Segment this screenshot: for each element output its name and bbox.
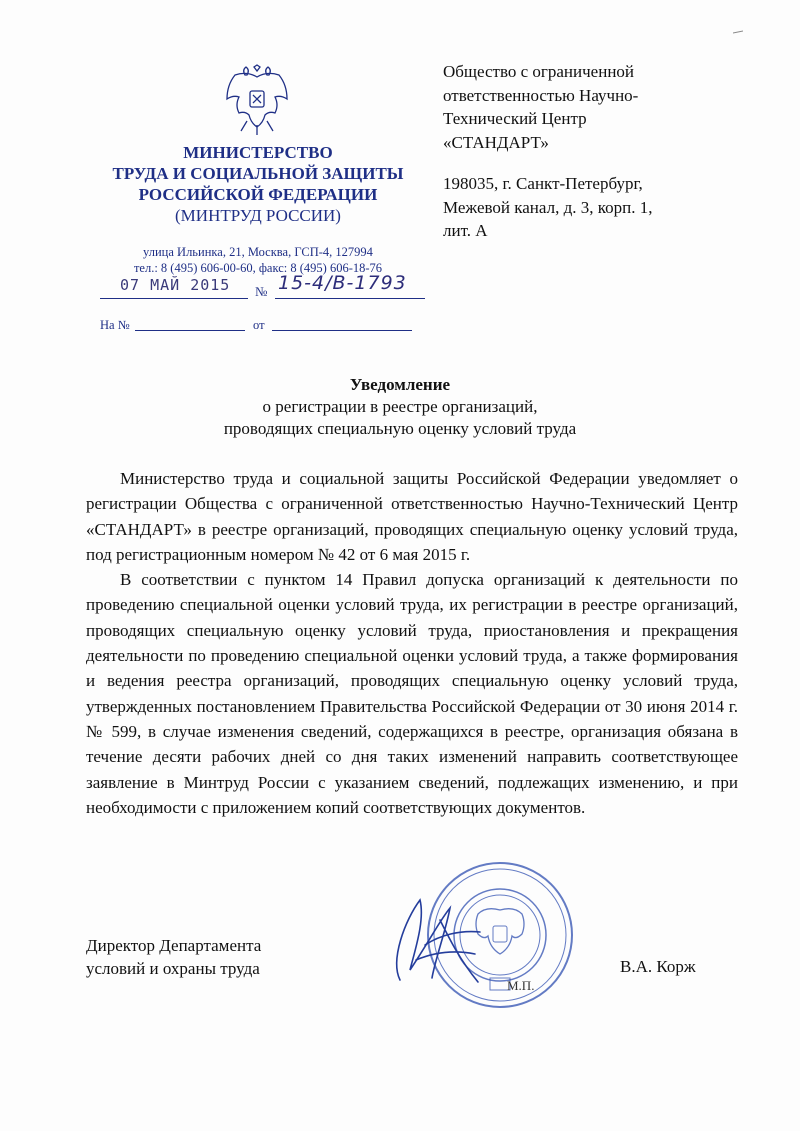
reference-number-label: На №: [100, 318, 130, 332]
recipient-name: [443, 60, 743, 154]
signatory-position-line-1: Директор Департамента: [86, 936, 262, 955]
document-title: [60, 374, 740, 440]
ministry-line-3: РОССИЙСКОЙ ФЕДЕРАЦИИ: [138, 185, 378, 204]
body-paragraph-2: В соответствии с пунктом 14 Правил допуска организаций к деятельности по проведению специальной оценки условий труда, их регистрации в реестре организаций, проводящих специальную оценку условий труда, приостановления и прекращения деятельности по проведению специальной оценки условий труда, а также формирования и ведения реестра организаций, проводящих специальную оценку условий труда, утвержденных постановлением Правительства Российской Федерации от 30 июня 2014 г. № 599, в случае изменения сведений, содержащихся в реестре, организация обязана в течение десяти рабочих дней со дня таких изменений направить соответствующее заявление в Минтруд России с указанием сведений, подлежащих изменению, и при необходимости с приложением копий соответствующих документов.: [86, 570, 738, 817]
recipient-name-line-3: Технический Центр: [443, 109, 587, 128]
reference-date-label: от: [253, 318, 265, 332]
recipient-name-line-4: «СТАНДАРТ»: [443, 132, 549, 152]
body-paragraph-1: Министерство труда и социальной защиты Российской Федерации уведомляет о регистрации Общества с ограниченной ответственностью Научно-Технический Центр «СТАНДАРТ» в реестре организаций, проводящих специальную оценку условий труда, под регистрационным номером № 42 от 6 мая 2015 г.: [86, 469, 738, 564]
recipient-name-line-1: Общество с ограниченной: [443, 62, 635, 81]
registration-number-underline: [275, 298, 425, 299]
signatory-name: В.А. Корж: [620, 957, 696, 976]
registration-line: [100, 272, 430, 302]
ministry-address-phone: тел.: 8 (495) 606-00-60, факс: 8 (495) 606-18-76: [133, 261, 383, 275]
scan-mark-icon: [733, 30, 743, 34]
title-line-2: о регистрации в реестре организаций,: [262, 397, 538, 416]
reference-number-underline: [135, 330, 245, 331]
signatory-position-line-2: условий и охраны труда: [86, 959, 260, 978]
ministry-address-street: улица Ильинка, 21, Москва, ГСП-4, 127994: [143, 245, 373, 259]
coat-of-arms-icon: [219, 63, 295, 139]
title-line-3: проводящих специальную оценку условий труда: [223, 419, 577, 438]
ministry-abbreviation: (МИНТРУД РОССИИ): [175, 206, 341, 225]
handwritten-signature-icon: [380, 890, 490, 990]
recipient-address-line-1: 198035, г. Санкт-Петербург,: [443, 174, 643, 193]
document-body: [86, 466, 738, 820]
ministry-name: [100, 142, 416, 226]
title-main: Уведомление: [349, 375, 451, 394]
registration-date-underline: [100, 298, 248, 299]
signatory-position: [86, 934, 346, 980]
registration-number-label: №: [255, 284, 268, 299]
stamp-place-label: М.П.: [507, 978, 535, 993]
ministry-line-1: МИНИСТЕРСТВО: [183, 143, 333, 162]
recipient-block: [443, 60, 743, 243]
recipient-name-line-2: ответственностью Научно-: [443, 85, 639, 105]
registration-date-stamp: 07 МАЙ 2015: [120, 276, 231, 294]
recipient-address-line-2: Межевой канал, д. 3, корп. 1,: [443, 197, 653, 217]
registration-number: 15-4/В-1793: [278, 272, 407, 294]
reference-date-underline: [272, 330, 412, 331]
ministry-line-2: ТРУДА И СОЦИАЛЬНОЙ ЗАЩИТЫ: [112, 164, 404, 183]
recipient-address: [443, 172, 743, 243]
recipient-address-line-3: лит. А: [443, 221, 488, 240]
reference-line: [100, 318, 265, 333]
